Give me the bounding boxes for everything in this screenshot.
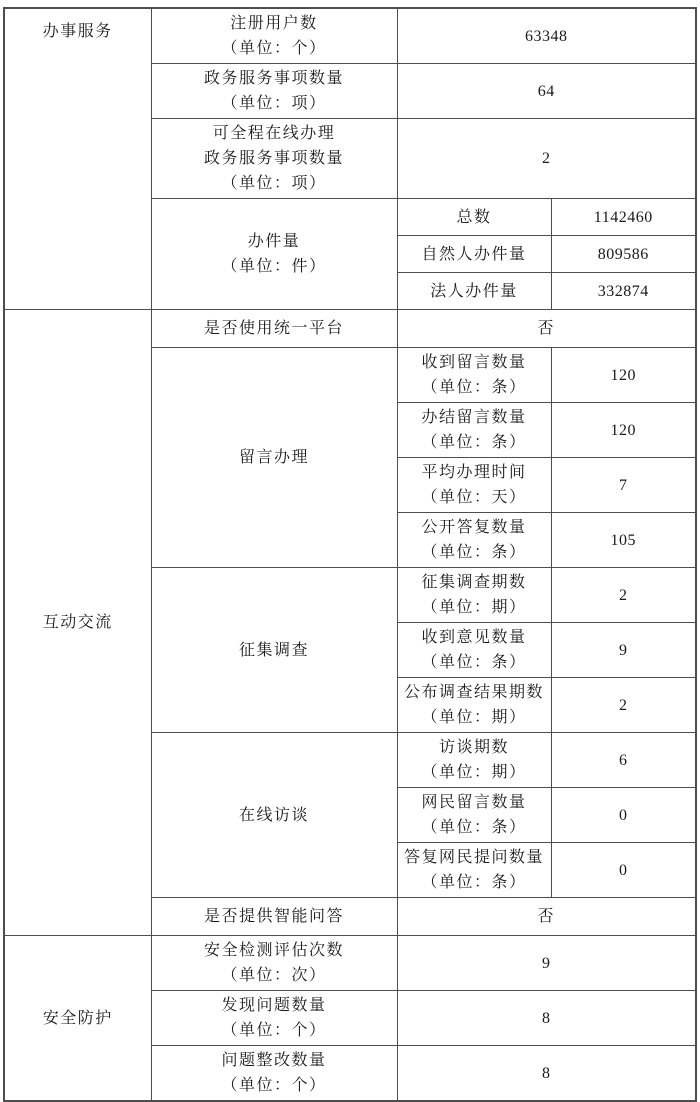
label-line: 政务服务事项数量	[203, 70, 344, 87]
value-netizen-replies: 0	[551, 843, 696, 898]
group-label-message-handling: 留言办理	[151, 348, 397, 568]
value-volume-total: 1142460	[551, 199, 696, 236]
label-line: 政务服务事项数量	[203, 150, 344, 167]
annual-report-table	[3, 7, 697, 1102]
row-registered-users	[4, 8, 696, 64]
label-messages-resolved	[397, 403, 551, 458]
label-survey-issues	[397, 568, 551, 623]
value-survey-results: 2	[551, 678, 696, 733]
label-smart-qa: 是否提供智能问答	[151, 898, 397, 936]
label-line: 发现问题数量	[221, 997, 327, 1014]
label-line: 注册用户数	[230, 15, 318, 32]
unit-line: （单位：条）	[421, 654, 527, 671]
label-service-items	[151, 64, 397, 119]
value-survey-issues: 2	[551, 568, 696, 623]
value-messages-resolved: 120	[551, 403, 696, 458]
unit-line: （单位：件）	[221, 258, 327, 275]
label-line: 办件量	[247, 233, 301, 250]
unit-line: （单位：项）	[221, 175, 327, 192]
label-volume-total: 总数	[397, 199, 551, 236]
unit-line: （单位：项）	[221, 95, 327, 112]
value-security-checks: 9	[397, 936, 696, 991]
value-online-items: 2	[397, 119, 696, 199]
unit-line: （单位：个）	[221, 1022, 327, 1039]
label-interview-issues	[397, 733, 551, 788]
section-label-security: 安全防护	[4, 936, 151, 1102]
label-messages-received	[397, 348, 551, 403]
label-unified-platform: 是否使用统一平台	[151, 310, 397, 348]
label-opinions-received	[397, 623, 551, 678]
value-interview-issues: 6	[551, 733, 696, 788]
value-average-handling-time: 7	[551, 458, 696, 513]
value-service-items: 64	[397, 64, 696, 119]
group-label-online-interview: 在线访谈	[151, 733, 397, 898]
label-survey-results	[397, 678, 551, 733]
value-messages-received: 120	[551, 348, 696, 403]
label-line: 公开答复数量	[421, 519, 527, 536]
label-problems-found	[151, 991, 397, 1046]
label-volume-natural: 自然人办件量	[397, 236, 551, 273]
value-public-replies: 105	[551, 513, 696, 568]
unit-line: （单位：次）	[221, 967, 327, 984]
label-line: 平均办理时间	[421, 464, 527, 481]
unit-line: （单位：个）	[221, 40, 327, 57]
label-line: 网民留言数量	[421, 794, 527, 811]
label-line: 办结留言数量	[421, 409, 527, 426]
label-average-handling-time	[397, 458, 551, 513]
unit-line: （单位：条）	[421, 874, 527, 891]
label-netizen-replies	[397, 843, 551, 898]
label-volume-legal: 法人办件量	[397, 273, 551, 310]
unit-line: （单位：期）	[421, 709, 527, 726]
value-registered-users: 63348	[397, 8, 696, 64]
unit-line: （单位：天）	[421, 489, 527, 506]
section-label-interaction: 互动交流	[4, 310, 151, 936]
unit-line: （单位：条）	[421, 434, 527, 451]
value-unified-platform: 否	[397, 310, 696, 348]
value-netizen-messages: 0	[551, 788, 696, 843]
label-line: 答复网民提问数量	[403, 849, 544, 866]
value-volume-natural: 809586	[551, 236, 696, 273]
unit-line: （单位：条）	[421, 819, 527, 836]
value-problems-fixed: 8	[397, 1046, 696, 1102]
value-opinions-received: 9	[551, 623, 696, 678]
label-line: 公布调查结果期数	[403, 684, 544, 701]
label-public-replies	[397, 513, 551, 568]
label-line: 收到留言数量	[421, 354, 527, 371]
label-line: 可全程在线办理	[212, 125, 336, 142]
group-label-survey: 征集调查	[151, 568, 397, 733]
label-line: 访谈期数	[438, 739, 509, 756]
value-problems-found: 8	[397, 991, 696, 1046]
label-netizen-messages	[397, 788, 551, 843]
value-smart-qa: 否	[397, 898, 696, 936]
row-security-checks	[4, 936, 696, 991]
unit-line: （单位：期）	[421, 764, 527, 781]
label-online-items	[151, 119, 397, 199]
label-line: 问题整改数量	[221, 1052, 327, 1069]
label-line: 收到意见数量	[421, 629, 527, 646]
label-volume	[151, 199, 397, 310]
section-label-service: 办事服务	[4, 8, 151, 310]
unit-line: （单位：个）	[221, 1077, 327, 1094]
label-security-checks	[151, 936, 397, 991]
unit-line: （单位：条）	[421, 544, 527, 561]
row-unified-platform	[4, 310, 696, 348]
unit-line: （单位：条）	[421, 379, 527, 396]
label-registered-users	[151, 8, 397, 64]
value-volume-legal: 332874	[551, 273, 696, 310]
unit-line: （单位：期）	[421, 599, 527, 616]
label-line: 征集调查期数	[421, 574, 527, 591]
label-line: 安全检测评估次数	[203, 942, 344, 959]
